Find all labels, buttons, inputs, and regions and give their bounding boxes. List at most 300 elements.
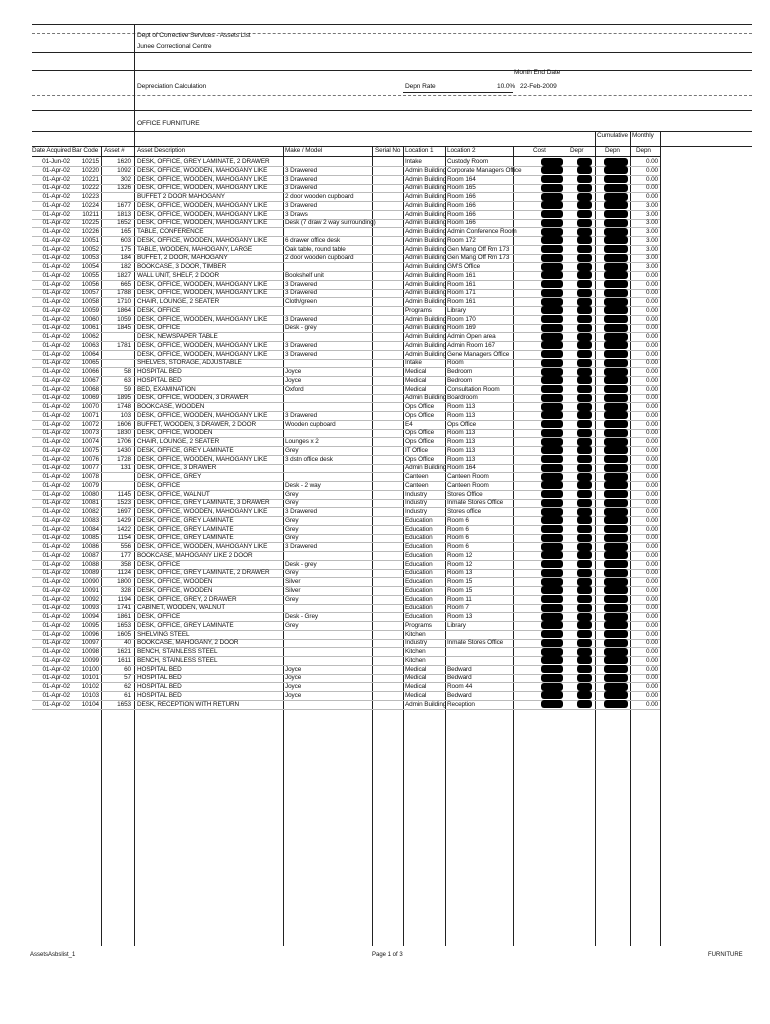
cell-date: 01-Apr-02 bbox=[42, 315, 70, 323]
redaction-block bbox=[604, 166, 628, 174]
cell-barcode: 10091 bbox=[81, 586, 99, 594]
cell-description: SHELVES, STORAGE, ADJUSTABLE bbox=[137, 359, 242, 367]
cell-monthly-depn: 0.00 bbox=[645, 525, 658, 533]
cell-barcode: 10071 bbox=[81, 411, 99, 419]
cell-description: BOOKCASE, MAHOGANY, 2 DOOR bbox=[137, 639, 239, 647]
cell-barcode: 10081 bbox=[81, 499, 99, 507]
cell-location2: Bedward bbox=[447, 691, 472, 699]
cell-description: DESK, OFFICE, WALNUT bbox=[137, 490, 210, 498]
depreciation-calc-label: Depreciation Calculation bbox=[137, 83, 207, 90]
cell-monthly-depn: 0.00 bbox=[645, 403, 658, 410]
redaction-block bbox=[541, 473, 563, 481]
cell-make-model: 3 Drawered bbox=[285, 341, 318, 349]
cell-description: BENCH, STAINLESS STEEL bbox=[137, 656, 218, 664]
cell-location2: Room 13 bbox=[447, 569, 473, 577]
cell-make-model: 3 Draws bbox=[285, 210, 308, 218]
cell-date: 01-Apr-02 bbox=[42, 446, 70, 454]
cell-location2: Stores office bbox=[447, 508, 482, 515]
cell-date: 01-Apr-02 bbox=[42, 368, 70, 375]
cell-monthly-depn: 0.00 bbox=[645, 166, 658, 174]
redaction-block bbox=[604, 333, 628, 341]
redaction-block bbox=[577, 560, 592, 568]
cell-monthly-depn: 0.00 bbox=[645, 543, 658, 550]
cell-make-model: Desk - grey bbox=[285, 560, 317, 568]
redaction-block bbox=[541, 289, 563, 297]
redaction-block bbox=[604, 201, 628, 209]
redaction-block bbox=[604, 560, 628, 568]
cell-location1: Admin Building bbox=[405, 175, 447, 183]
cell-monthly-depn: 0.00 bbox=[645, 158, 658, 165]
cell-description: DESK, OFFICE, GREY LAMINATE bbox=[137, 621, 234, 629]
cell-location2: Gen Mang Off Rm 173 bbox=[447, 254, 510, 262]
cell-barcode: 10088 bbox=[81, 560, 99, 568]
cell-date: 01-Apr-02 bbox=[42, 236, 70, 244]
cell-monthly-depn: 0.00 bbox=[645, 639, 658, 647]
cell-location1: Ops Office bbox=[405, 403, 435, 410]
cell-asset: 1523 bbox=[117, 499, 131, 507]
cell-make-model: Cloth/green bbox=[285, 298, 317, 305]
cell-monthly-depn: 3.00 bbox=[645, 245, 658, 253]
cell-date: 01-Apr-02 bbox=[42, 359, 70, 367]
cell-description: DESK, OFFICE, GREY LAMINATE bbox=[137, 516, 234, 524]
cell-description: HOSPITAL BED bbox=[137, 665, 182, 673]
cell-barcode: 10097 bbox=[81, 639, 99, 647]
cell-monthly-depn: 3.00 bbox=[645, 228, 658, 235]
cell-description: BED, EXAMINATION bbox=[137, 385, 196, 393]
redaction-block bbox=[604, 516, 628, 524]
cell-description: BOOKCASE, WOODEN bbox=[137, 403, 205, 410]
cell-asset: 1677 bbox=[117, 201, 131, 209]
rule bbox=[32, 110, 752, 111]
cell-asset: 556 bbox=[120, 543, 131, 550]
cell-location1: Kitchen bbox=[405, 656, 426, 664]
cell-monthly-depn: 0.00 bbox=[645, 184, 658, 192]
cell-date: 01-Apr-02 bbox=[42, 166, 70, 174]
cell-monthly-depn: 0.00 bbox=[645, 604, 658, 612]
cell-asset: 182 bbox=[120, 263, 131, 270]
cell-location2: Bedroom bbox=[447, 376, 473, 384]
cell-monthly-depn: 0.00 bbox=[645, 691, 658, 699]
redaction-block bbox=[604, 648, 628, 656]
redaction-block bbox=[577, 534, 592, 542]
cell-barcode: 10211 bbox=[82, 210, 99, 218]
redaction-block bbox=[541, 569, 563, 577]
cell-description: DESK, OFFICE, WOODEN, MAHOGANY LIKE bbox=[137, 411, 268, 419]
redaction-block bbox=[604, 298, 628, 306]
redaction-block bbox=[541, 481, 563, 489]
cell-description: DESK, OFFICE, WOODEN, MAHOGANY LIKE bbox=[137, 175, 268, 183]
cell-barcode: 10075 bbox=[81, 446, 99, 454]
cell-location2: Inmate Stores Office bbox=[447, 499, 504, 507]
redaction-block bbox=[604, 306, 628, 314]
redaction-block bbox=[577, 315, 592, 323]
cell-asset: 165 bbox=[120, 228, 131, 235]
cell-location2: Room 165 bbox=[447, 184, 476, 192]
cell-asset: 175 bbox=[120, 245, 131, 253]
redaction-block bbox=[604, 490, 628, 498]
redaction-block bbox=[604, 700, 628, 708]
cell-location1: Industry bbox=[405, 508, 427, 515]
cell-location2: Library bbox=[447, 621, 466, 629]
cell-date: 01-Apr-02 bbox=[42, 210, 70, 218]
cell-description: DESK, OFFICE, GREY LAMINATE, 2 DRAWER bbox=[137, 569, 270, 577]
cell-date: 01-Apr-02 bbox=[42, 691, 70, 699]
cell-location1: Admin Building bbox=[405, 289, 447, 297]
cell-location2: Room 113 bbox=[447, 429, 476, 437]
cell-asset: 1827 bbox=[117, 271, 131, 279]
cell-location1: Admin Building bbox=[405, 184, 447, 192]
cell-asset: 302 bbox=[120, 175, 131, 183]
redaction-block bbox=[604, 350, 628, 358]
redaction-block bbox=[577, 184, 592, 192]
cell-date: 01-Apr-02 bbox=[42, 516, 70, 524]
redaction-block bbox=[541, 560, 563, 568]
cell-monthly-depn: 0.00 bbox=[645, 560, 658, 568]
cell-make-model: Wooden cupboard bbox=[285, 420, 336, 428]
redaction-block bbox=[604, 175, 628, 183]
cell-make-model: Desk (7 draw 2 way surrounding) bbox=[285, 219, 376, 227]
cell-location1: Education bbox=[405, 569, 433, 577]
redaction-block bbox=[577, 245, 592, 253]
cell-description: BOOKCASE, 3 DOOR, TIMBER bbox=[137, 263, 227, 270]
cell-location1: Admin Building bbox=[405, 219, 447, 227]
cell-location1: Admin Building bbox=[405, 245, 447, 253]
cell-asset: 1194 bbox=[117, 595, 131, 603]
cell-barcode: 10087 bbox=[81, 551, 99, 559]
cell-location2: Admin Open area bbox=[447, 333, 496, 340]
cell-date: 01-Apr-02 bbox=[42, 420, 70, 428]
cell-monthly-depn: 0.00 bbox=[645, 490, 658, 498]
cell-monthly-depn: 0.00 bbox=[645, 429, 658, 437]
redaction-block bbox=[577, 193, 592, 201]
footer-filename: AssetsAsbslist_1 bbox=[30, 952, 76, 958]
cell-date: 01-Apr-02 bbox=[42, 271, 70, 279]
cell-date: 01-Apr-02 bbox=[42, 464, 70, 472]
cell-monthly-depn: 3.00 bbox=[645, 263, 658, 270]
cell-barcode: 10079 bbox=[81, 481, 99, 489]
col-depr: Depr bbox=[570, 147, 584, 154]
redaction-block bbox=[604, 683, 628, 691]
cell-description: DESK, OFFICE, GREY LAMINATE bbox=[137, 534, 234, 542]
redaction-block bbox=[541, 543, 563, 551]
redaction-block bbox=[541, 166, 563, 174]
cell-asset: 1728 bbox=[117, 455, 131, 463]
cell-location1: Admin Building bbox=[405, 263, 447, 270]
cell-barcode: 10074 bbox=[81, 438, 99, 445]
cell-date: 01-Apr-02 bbox=[42, 376, 70, 384]
cell-date: 01-Apr-02 bbox=[42, 201, 70, 209]
cell-location1: Intake bbox=[405, 359, 422, 367]
redaction-block bbox=[541, 385, 563, 393]
redaction-block bbox=[541, 534, 563, 542]
cell-location1: Kitchen bbox=[405, 630, 426, 638]
redaction-block bbox=[604, 420, 628, 428]
cell-date: 01-Apr-02 bbox=[42, 219, 70, 227]
cell-location2: Room 12 bbox=[447, 551, 473, 559]
redaction-block bbox=[541, 324, 563, 332]
cell-location1: Canteen bbox=[405, 481, 429, 489]
redaction-block bbox=[604, 280, 628, 288]
cell-location2: Room 6 bbox=[447, 516, 469, 524]
redaction-block bbox=[577, 368, 592, 376]
cell-asset: 1620 bbox=[117, 158, 131, 165]
cell-location2: Room 166 bbox=[447, 193, 476, 200]
redaction-block bbox=[541, 210, 563, 218]
redaction-block bbox=[604, 394, 628, 402]
cell-location1: Admin Building bbox=[405, 464, 447, 472]
cell-make-model: Silver bbox=[285, 578, 301, 585]
cell-make-model: 3 Drawered bbox=[285, 184, 318, 192]
redaction-block bbox=[577, 613, 592, 621]
redaction-block bbox=[577, 394, 592, 402]
cell-location2: Room 166 bbox=[447, 201, 476, 209]
cell-make-model: 2 door wooden cupboard bbox=[285, 193, 354, 200]
cell-location2: Room 164 bbox=[447, 175, 476, 183]
cell-location2: Room 113 bbox=[447, 411, 476, 419]
cell-monthly-depn: 0.00 bbox=[645, 473, 658, 480]
cell-asset: 1800 bbox=[117, 578, 131, 585]
redaction-block bbox=[604, 508, 628, 516]
cell-monthly-depn: 0.00 bbox=[645, 394, 658, 402]
cell-description: BUFFET, WOODEN, 3 DRAWER, 2 DOOR bbox=[137, 420, 257, 428]
cell-location1: Medical bbox=[405, 691, 427, 699]
redaction-block bbox=[541, 429, 563, 437]
cell-make-model: Desk - 2 way bbox=[285, 481, 321, 489]
redaction-block bbox=[604, 551, 628, 559]
cell-date: 01-Apr-02 bbox=[42, 403, 70, 410]
cell-barcode: 10077 bbox=[81, 464, 99, 472]
cell-asset: 1621 bbox=[117, 648, 131, 655]
redaction-block bbox=[577, 543, 592, 551]
cell-date: 01-Apr-02 bbox=[42, 534, 70, 542]
cell-barcode: 10054 bbox=[81, 263, 99, 270]
cell-make-model: 2 door wooden cupboard bbox=[285, 254, 354, 262]
cell-description: DESK, OFFICE, WOODEN, MAHOGANY LIKE bbox=[137, 210, 268, 218]
redaction-block bbox=[541, 394, 563, 402]
cell-asset: 1611 bbox=[117, 656, 131, 664]
cell-monthly-depn: 0.00 bbox=[645, 700, 658, 708]
cell-asset: 1895 bbox=[117, 394, 131, 402]
cell-date: 01-Apr-02 bbox=[42, 595, 70, 603]
cell-monthly-depn: 0.00 bbox=[645, 656, 658, 664]
redaction-block bbox=[541, 586, 563, 594]
cell-monthly-depn: 0.00 bbox=[645, 324, 658, 332]
cell-location1: Medical bbox=[405, 385, 427, 393]
cell-description: CHAIR, LOUNGE, 2 SEATER bbox=[137, 298, 220, 305]
redaction-block bbox=[604, 525, 628, 533]
cell-monthly-depn: 0.00 bbox=[645, 551, 658, 559]
cell-monthly-depn: 0.00 bbox=[645, 385, 658, 393]
cell-asset: 1652 bbox=[117, 219, 131, 227]
cell-description: DESK, OFFICE, WOODEN, MAHOGANY LIKE bbox=[137, 289, 268, 297]
cell-location1: Admin Building bbox=[405, 254, 447, 262]
redaction-block bbox=[577, 403, 592, 411]
redaction-block bbox=[541, 595, 563, 603]
month-end-label: Month End Date bbox=[514, 69, 561, 76]
cell-location1: Industry bbox=[405, 499, 427, 507]
redaction-block bbox=[577, 298, 592, 306]
org-title: Dept of Corrective Services - Assets List bbox=[137, 32, 251, 39]
cell-location2: Gene Managers Office bbox=[447, 350, 510, 358]
cell-monthly-depn: 0.00 bbox=[645, 674, 658, 682]
cell-description: DESK, OFFICE, WOODEN, MAHOGANY LIKE bbox=[137, 315, 268, 323]
redaction-block bbox=[541, 376, 563, 384]
cell-make-model: 3 dstn office desk bbox=[285, 455, 333, 463]
cell-date: 01-Apr-02 bbox=[42, 341, 70, 349]
row-separator bbox=[32, 472, 660, 473]
redaction-block bbox=[541, 254, 563, 262]
redaction-block bbox=[604, 289, 628, 297]
cell-asset: 665 bbox=[120, 280, 131, 288]
cell-description: DESK, OFFICE, WOODEN bbox=[137, 586, 213, 594]
cell-date: 01-Apr-02 bbox=[42, 551, 70, 559]
redaction-block bbox=[604, 158, 628, 166]
cell-location1: Admin Building bbox=[405, 341, 447, 349]
cell-monthly-depn: 0.00 bbox=[645, 411, 658, 419]
cell-location2: Ops Office bbox=[447, 420, 477, 428]
redaction-block bbox=[604, 595, 628, 603]
col-monthly-depn: Depn bbox=[636, 147, 651, 154]
cell-asset: 61 bbox=[124, 691, 131, 699]
cell-barcode: 10093 bbox=[81, 604, 99, 612]
redaction-block bbox=[604, 639, 628, 647]
redaction-block bbox=[577, 639, 592, 647]
cell-barcode: 10078 bbox=[81, 473, 99, 480]
redaction-block bbox=[577, 219, 592, 227]
cell-make-model: 3 Drawered bbox=[285, 543, 318, 550]
redaction-block bbox=[577, 359, 592, 367]
cell-barcode: 10082 bbox=[81, 508, 99, 515]
redaction-block bbox=[577, 604, 592, 612]
redaction-block bbox=[577, 490, 592, 498]
redaction-block bbox=[577, 271, 592, 279]
cell-make-model: Joyce bbox=[285, 376, 302, 384]
cell-barcode: 10064 bbox=[81, 350, 99, 358]
redaction-block bbox=[604, 254, 628, 262]
cell-date: 01-Apr-02 bbox=[42, 481, 70, 489]
cell-barcode: 10059 bbox=[81, 306, 99, 314]
cell-monthly-depn: 0.00 bbox=[645, 359, 658, 367]
redaction-block bbox=[577, 350, 592, 358]
cell-monthly-depn: 0.00 bbox=[645, 333, 658, 340]
cell-location2: Bedward bbox=[447, 665, 472, 673]
cell-date: 01-Apr-02 bbox=[42, 298, 70, 305]
rule bbox=[372, 146, 373, 946]
cell-barcode: 10092 bbox=[81, 595, 99, 603]
cell-barcode: 10095 bbox=[81, 621, 99, 629]
col-serial: Serial No bbox=[375, 147, 401, 154]
cell-make-model: Grey bbox=[285, 525, 299, 533]
cell-barcode: 10052 bbox=[81, 245, 99, 253]
cell-monthly-depn: 3.00 bbox=[645, 254, 658, 262]
cell-date: 01-Apr-02 bbox=[42, 508, 70, 515]
cell-asset: 1788 bbox=[117, 289, 131, 297]
cell-monthly-depn: 0.00 bbox=[645, 289, 658, 297]
cell-monthly-depn: 0.00 bbox=[645, 499, 658, 507]
redaction-block bbox=[577, 210, 592, 218]
cell-monthly-depn: 0.00 bbox=[645, 648, 658, 655]
cell-description: SHELVING STEEL bbox=[137, 630, 190, 638]
cell-make-model: 3 Drawered bbox=[285, 315, 318, 323]
cell-barcode: 10061 bbox=[81, 324, 99, 332]
redaction-block bbox=[577, 499, 592, 507]
redaction-block bbox=[541, 411, 563, 419]
cell-make-model: Desk - Grey bbox=[285, 613, 318, 620]
redaction-block bbox=[541, 315, 563, 323]
redaction-block bbox=[541, 508, 563, 516]
col-location2: Location 2 bbox=[447, 147, 476, 154]
redaction-block bbox=[604, 411, 628, 419]
redaction-block bbox=[577, 166, 592, 174]
cell-make-model: Grey bbox=[285, 499, 299, 507]
redaction-block bbox=[604, 621, 628, 629]
row-separator bbox=[32, 332, 660, 333]
cell-location1: Admin Building bbox=[405, 280, 447, 288]
cell-monthly-depn: 0.00 bbox=[645, 578, 658, 585]
cell-location2: Corporate Managers Office bbox=[447, 166, 522, 174]
redaction-block bbox=[541, 306, 563, 314]
cell-monthly-depn: 0.00 bbox=[645, 350, 658, 358]
cell-description: TABLE, WOODEN, MAHOGANY, LARGE bbox=[137, 245, 253, 253]
cell-date: 01-Apr-02 bbox=[42, 254, 70, 262]
cell-make-model: Grey bbox=[285, 595, 299, 603]
redaction-block bbox=[541, 438, 563, 446]
redaction-block bbox=[577, 341, 592, 349]
redaction-block bbox=[604, 219, 628, 227]
redaction-block bbox=[541, 403, 563, 411]
redaction-block bbox=[577, 674, 592, 682]
redaction-block bbox=[604, 429, 628, 437]
redaction-block bbox=[577, 481, 592, 489]
cell-date: 01-Apr-02 bbox=[42, 245, 70, 253]
cell-barcode: 10051 bbox=[81, 236, 99, 244]
cell-barcode: 10215 bbox=[81, 158, 99, 165]
cell-location2: Room bbox=[447, 359, 464, 367]
cell-description: DESK, OFFICE bbox=[137, 324, 181, 332]
cell-date: 01-Apr-02 bbox=[42, 175, 70, 183]
cell-monthly-depn: 0.00 bbox=[645, 438, 658, 445]
redaction-block bbox=[541, 298, 563, 306]
cell-location1: Medical bbox=[405, 376, 427, 384]
redaction-block bbox=[541, 341, 563, 349]
redaction-block bbox=[541, 158, 563, 166]
cell-date: 01-Apr-02 bbox=[42, 639, 70, 647]
cell-monthly-depn: 0.00 bbox=[645, 280, 658, 288]
cell-monthly-depn: 0.00 bbox=[645, 534, 658, 542]
cell-description: DESK, OFFICE, GREY LAMINATE, 3 DRAWER bbox=[137, 499, 270, 507]
cell-location2: Room 7 bbox=[447, 604, 469, 612]
cell-description: DESK, OFFICE, WOODEN, MAHOGANY LIKE bbox=[137, 201, 268, 209]
cell-location2: Admin Conference Room bbox=[447, 228, 517, 235]
cell-date: 01-Apr-02 bbox=[42, 385, 70, 393]
cell-date: 01-Apr-02 bbox=[42, 289, 70, 297]
redaction-block bbox=[577, 473, 592, 481]
redaction-block bbox=[577, 586, 592, 594]
cell-location1: Admin Building bbox=[405, 228, 447, 235]
depr-rate-label: Depn Rate bbox=[405, 83, 436, 90]
cell-location1: Admin Building bbox=[405, 271, 447, 279]
redaction-block bbox=[604, 271, 628, 279]
redaction-block bbox=[577, 289, 592, 297]
redaction-block bbox=[577, 411, 592, 419]
cell-barcode: 10222 bbox=[81, 184, 99, 192]
redaction-block bbox=[577, 420, 592, 428]
centre-name: Junee Correctional Centre bbox=[137, 43, 212, 50]
cell-location2: Room 113 bbox=[447, 438, 476, 445]
cell-description: DESK, RECEPTION WITH RETURN bbox=[137, 700, 240, 708]
cell-date: 01-Apr-02 bbox=[42, 621, 70, 629]
cell-date: 01-Jun-02 bbox=[42, 158, 70, 165]
